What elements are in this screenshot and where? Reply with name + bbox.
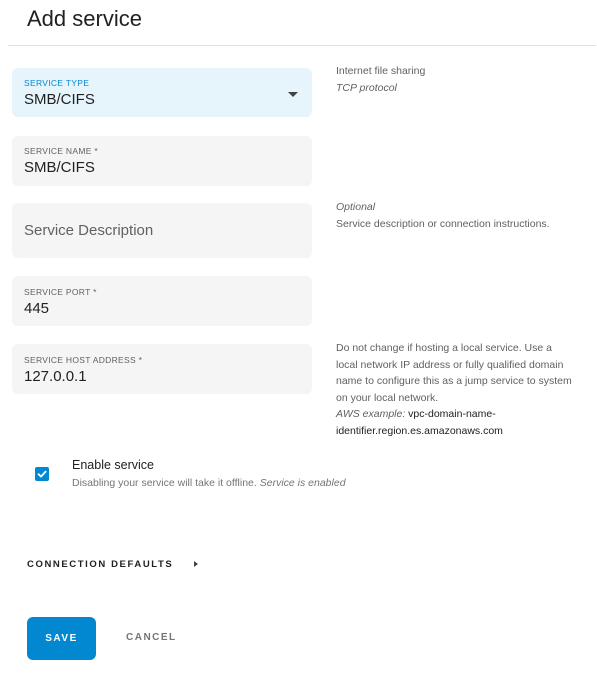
chevron-down-icon[interactable] xyxy=(288,92,298,97)
service-host-help xyxy=(336,340,572,439)
connection-defaults-toggle[interactable]: CONNECTION DEFAULTS xyxy=(27,559,174,570)
enable-service-label: Enable service xyxy=(72,458,154,472)
service-type-help-line2: TCP protocol xyxy=(336,81,397,94)
service-type-label: SERVICE TYPE xyxy=(24,78,90,88)
title-divider xyxy=(8,45,596,46)
save-button[interactable]: SAVE xyxy=(27,617,96,660)
enable-service-description-text: Disabling your service will take it offline. xyxy=(72,477,257,489)
service-name-field[interactable] xyxy=(12,136,312,186)
service-host-label: SERVICE HOST ADDRESS * xyxy=(24,355,143,365)
service-description-help-line1: Optional xyxy=(336,201,376,213)
service-host-help-text: Do not change if hosting a local service. Use a local network IP address or fully qualified domain name to configure this as a jump service to system on your local network. xyxy=(336,342,572,404)
service-host-example-label: AWS example: xyxy=(336,408,406,420)
service-host-example-value: vpc-domain-name-identifier.region.es.amazonaws.com xyxy=(336,408,503,437)
enable-service-description xyxy=(72,477,346,489)
service-name-value: SMB/CIFS xyxy=(24,159,95,176)
service-description-field[interactable] xyxy=(12,203,312,258)
service-host-value: 127.0.0.1 xyxy=(24,368,87,385)
checkmark-icon xyxy=(36,468,48,480)
service-description-placeholder: Service Description xyxy=(24,222,154,239)
service-type-help xyxy=(336,63,572,96)
service-type-help-line1: Internet file sharing xyxy=(336,65,426,77)
cancel-button[interactable]: CANCEL xyxy=(126,632,177,643)
chevron-right-icon[interactable] xyxy=(194,561,198,567)
service-host-field[interactable] xyxy=(12,344,312,394)
service-port-value: 445 xyxy=(24,300,50,317)
service-name-label: SERVICE NAME * xyxy=(24,146,98,156)
service-port-label: SERVICE PORT * xyxy=(24,287,97,297)
service-port-field[interactable] xyxy=(12,276,312,326)
service-description-help xyxy=(336,199,572,232)
enable-service-checkbox[interactable] xyxy=(35,467,49,481)
service-type-value: SMB/CIFS xyxy=(24,91,95,108)
service-type-select[interactable] xyxy=(12,68,312,117)
page-title: Add service xyxy=(27,6,142,31)
service-description-help-line2: Service description or connection instructions. xyxy=(336,217,550,230)
enable-service-status: Service is enabled xyxy=(259,477,346,489)
